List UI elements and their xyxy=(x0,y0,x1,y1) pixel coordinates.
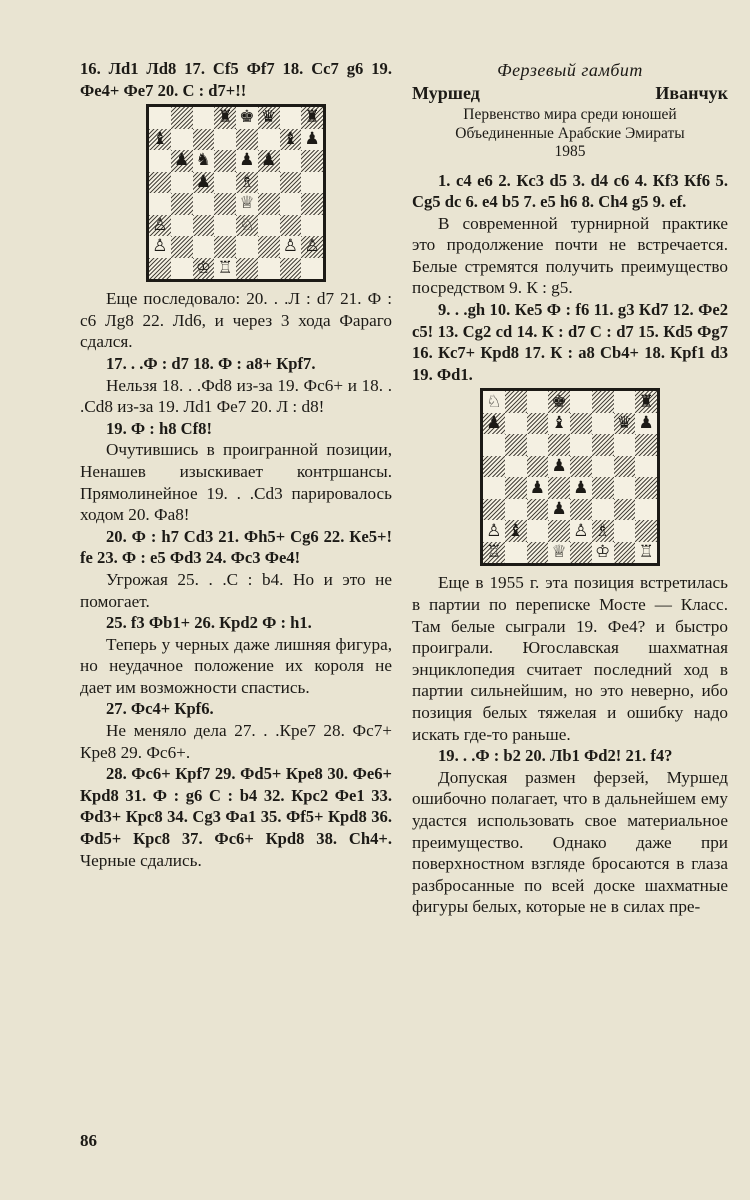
board-square xyxy=(570,456,592,478)
board-square xyxy=(214,215,236,237)
event-year: 1985 xyxy=(554,143,586,160)
board-square xyxy=(505,542,527,564)
board-square xyxy=(527,499,549,521)
board-square xyxy=(635,477,657,499)
board-square xyxy=(280,215,302,237)
board-square xyxy=(149,129,171,151)
board-square xyxy=(301,215,323,237)
board-square xyxy=(483,542,505,564)
board-square xyxy=(527,542,549,564)
chess-piece: ♙ xyxy=(152,214,168,235)
chess-piece: ♟ xyxy=(529,477,545,498)
black-resigns: Черные сдались. xyxy=(80,850,202,870)
board-square xyxy=(483,413,505,435)
board-square xyxy=(548,434,570,456)
board-square xyxy=(280,172,302,194)
board-square xyxy=(214,107,236,129)
board-square xyxy=(505,434,527,456)
board-square xyxy=(505,456,527,478)
moves-25-26: 25. f3 Фb1+ 26. Крd2 Ф : h1. xyxy=(106,613,312,633)
comment-6: Не меняло дела 27. . .Кре7 28. Фc7+ Кре8 29. Фc6+. xyxy=(80,721,392,762)
board-square xyxy=(614,477,636,499)
board-square xyxy=(301,107,323,129)
board-square xyxy=(171,129,193,151)
moves-28-38 xyxy=(80,763,392,871)
board-square xyxy=(214,129,236,151)
comment-r2: Еще в 1955 г. эта позиция встретилась в партии по переписке Мосте — Класс. Там белые сыграли 19. Фe4? и быстро проиграли. Югославская шахматная энциклопедия считает последний ход в партии сильнейшим, но это неверно, ибо позиция белых тяжелая и ошибку надо искать где-то раньше. xyxy=(412,573,728,744)
chess-piece: ♙ xyxy=(573,520,589,541)
board-square xyxy=(193,236,215,258)
board-square xyxy=(280,107,302,129)
board-square xyxy=(280,129,302,151)
board-square xyxy=(505,477,527,499)
board-square xyxy=(236,129,258,151)
chess-piece: ♟ xyxy=(261,150,277,171)
board-square xyxy=(527,520,549,542)
chess-piece: ♗ xyxy=(239,171,255,192)
board-square xyxy=(171,193,193,215)
board-square xyxy=(527,434,549,456)
board-square xyxy=(592,520,614,542)
moves-9-19: 9. . .gh 10. Кe5 Ф : f6 11. g3 Кd7 12. Фe2 c5! 13. Cg2 cd 14. К : d7 С : d7 15. Кd5 Фg7 16. Кc7+ Крd8 17. К : a8 Cb4+ 18. Крf1 d3 19. Фd1. xyxy=(412,300,728,384)
board-square xyxy=(236,172,258,194)
board-square xyxy=(483,477,505,499)
board-square xyxy=(301,150,323,172)
board-square xyxy=(570,413,592,435)
chess-piece: ♗ xyxy=(595,520,611,541)
board-square xyxy=(301,236,323,258)
chess-piece: ♔ xyxy=(195,257,211,278)
board-square xyxy=(635,434,657,456)
board-square xyxy=(592,499,614,521)
chess-piece: ♙ xyxy=(486,520,502,541)
board-square xyxy=(301,258,323,280)
moves-20-24: 20. Ф : h7 Cd3 21. Фh5+ Cg6 22. Кe5+! fe 23. Ф : e5 Фd3 24. Фc3 Фe4! xyxy=(80,526,392,568)
board-square xyxy=(236,215,258,237)
board-square xyxy=(505,413,527,435)
chess-piece: ♟ xyxy=(638,413,654,434)
board-square xyxy=(171,258,193,280)
board-square xyxy=(635,499,657,521)
board-square xyxy=(548,413,570,435)
board-square xyxy=(570,542,592,564)
board-square xyxy=(614,413,636,435)
board-square xyxy=(214,236,236,258)
move-27: 27. Фc4+ Крf6. xyxy=(106,699,214,719)
board-square xyxy=(193,107,215,129)
board-square xyxy=(258,258,280,280)
board-square xyxy=(171,107,193,129)
board-square xyxy=(149,236,171,258)
board-square xyxy=(614,456,636,478)
chess-piece: ♙ xyxy=(282,236,298,257)
white-player: Муршед xyxy=(412,83,480,103)
board-square xyxy=(236,193,258,215)
board-square xyxy=(483,391,505,413)
board-square xyxy=(171,236,193,258)
board-square xyxy=(483,520,505,542)
board-square xyxy=(614,520,636,542)
chess-piece: ♙ xyxy=(152,236,168,257)
board-square xyxy=(570,520,592,542)
board-square xyxy=(592,434,614,456)
board-square xyxy=(548,542,570,564)
board-square xyxy=(214,193,236,215)
board-square xyxy=(505,520,527,542)
event-name: Первенство мира среди юношей xyxy=(463,106,677,123)
board-square xyxy=(505,391,527,413)
chess-piece: ♞ xyxy=(195,150,211,171)
chess-piece: ♝ xyxy=(152,128,168,149)
chess-diagram-1 xyxy=(146,104,326,282)
chess-piece: ♖ xyxy=(638,542,654,563)
board-square xyxy=(236,236,258,258)
board-square xyxy=(193,193,215,215)
board-square xyxy=(280,193,302,215)
board-square xyxy=(258,107,280,129)
chess-piece: ♟ xyxy=(239,150,255,171)
board-square xyxy=(614,499,636,521)
right-column xyxy=(412,58,728,918)
page-number: 86 xyxy=(80,1131,97,1150)
diagram-2-wrap xyxy=(412,388,728,566)
board-square xyxy=(505,499,527,521)
chess-piece: ♟ xyxy=(573,477,589,498)
board-square xyxy=(171,150,193,172)
board-square xyxy=(214,258,236,280)
board-square xyxy=(236,150,258,172)
chess-piece: ♝ xyxy=(508,520,524,541)
black-player: Иванчук xyxy=(655,83,728,103)
board-square xyxy=(193,129,215,151)
board-square xyxy=(193,150,215,172)
board-square xyxy=(592,456,614,478)
chess-piece: ♕ xyxy=(239,193,255,214)
board-square xyxy=(635,520,657,542)
chess-piece: ♟ xyxy=(304,128,320,149)
board-square xyxy=(570,499,592,521)
opening-title: Ферзевый гамбит xyxy=(497,60,643,80)
chess-piece: ♛ xyxy=(261,107,277,128)
board-square xyxy=(548,499,570,521)
board-square xyxy=(258,129,280,151)
comment-r1: В современной турнирной практике это продолжение почти не встречается. Белые стремятся получить преимущество посредством 9. К : g5. xyxy=(412,213,728,298)
board-square xyxy=(635,413,657,435)
chess-piece: ♜ xyxy=(638,391,654,412)
board-square xyxy=(635,456,657,478)
board-square xyxy=(171,215,193,237)
chess-piece: ♝ xyxy=(551,413,567,434)
chess-piece: ♘ xyxy=(239,214,255,235)
board-square xyxy=(548,477,570,499)
comment-2: Нельзя 18. . .Фd8 из-за 19. Фc6+ и 18. . .Cd8 из-за 19. Лd1 Фe7 20. Л : d8! xyxy=(80,375,392,417)
board-square xyxy=(635,542,657,564)
board-square xyxy=(236,258,258,280)
board-square xyxy=(592,413,614,435)
board-square xyxy=(301,129,323,151)
chess-piece: ♚ xyxy=(551,391,567,412)
board-square xyxy=(548,456,570,478)
board-square xyxy=(483,434,505,456)
board-square xyxy=(193,258,215,280)
board-square xyxy=(527,477,549,499)
board-square xyxy=(193,172,215,194)
board-square xyxy=(149,215,171,237)
chess-piece: ♙ xyxy=(304,236,320,257)
board-square xyxy=(301,172,323,194)
move-19: 19. Ф : h8 Cf8! xyxy=(106,418,212,438)
board-square xyxy=(570,391,592,413)
board-square xyxy=(280,236,302,258)
chess-piece: ♜ xyxy=(217,107,233,128)
board-square xyxy=(570,434,592,456)
board-square xyxy=(258,215,280,237)
board-square xyxy=(171,172,193,194)
board-square xyxy=(193,215,215,237)
diagram-1-wrap xyxy=(80,104,392,282)
board-square xyxy=(592,477,614,499)
board-square xyxy=(149,193,171,215)
board-square xyxy=(614,542,636,564)
chess-piece: ♟ xyxy=(174,150,190,171)
chess-piece: ♟ xyxy=(486,413,502,434)
moves-17-18: 17. . .Ф : d7 18. Ф : a8+ Крf7. xyxy=(106,353,316,373)
board-square xyxy=(483,499,505,521)
board-square xyxy=(527,456,549,478)
left-column xyxy=(80,58,392,871)
board-square xyxy=(236,107,258,129)
board-square xyxy=(548,520,570,542)
chess-piece: ♕ xyxy=(551,542,567,563)
board-square xyxy=(614,391,636,413)
board-square xyxy=(214,172,236,194)
chess-piece: ♜ xyxy=(304,107,320,128)
chess-piece: ♚ xyxy=(239,107,255,128)
board-square xyxy=(149,172,171,194)
board-square xyxy=(280,258,302,280)
chess-piece: ♟ xyxy=(551,456,567,477)
comment-4: Угрожая 25. . .С : b4. Но и это не помогает. xyxy=(80,569,392,611)
moves-28-38-text: 28. Фc6+ Крf7 29. Фd5+ Кре8 30. Фe6+ Крd8 31. Ф : g6 С : b4 32. Крc2 Фe1 33. Фd3+ Крc8 34. Cg3 Фa1 35. Фf5+ Крd8 36. Фd5+ Крc8 37. Фc6+ Крd8 38. Ch4+. xyxy=(80,764,392,849)
chess-piece: ♔ xyxy=(595,542,611,563)
board-square xyxy=(614,434,636,456)
board-square xyxy=(592,542,614,564)
chess-piece: ♖ xyxy=(486,542,502,563)
board-square xyxy=(483,456,505,478)
chess-piece: ♟ xyxy=(195,171,211,192)
board-square xyxy=(635,391,657,413)
opening-moves: 1. c4 e6 2. Кc3 d5 3. d4 c6 4. Кf3 Кf6 5. Cg5 dc 6. e4 b5 7. e5 h6 8. Ch4 g5 9. ef. xyxy=(412,170,728,212)
comment-5: Теперь у черных даже лишняя фигура, но неудачное положение их короля не дает им возможности спастись. xyxy=(80,634,392,697)
board-square xyxy=(258,236,280,258)
board-square xyxy=(149,107,171,129)
players-line xyxy=(412,82,728,104)
comment-3: Очутившись в проигранной позиции, Ненашев изыскивает контршансы. Прямолинейное 19. . .Cd3 парировалось ходом 20. Фa8! xyxy=(80,440,392,525)
moves-19-21: 19. . .Ф : b2 20. Лb1 Фd2! 21. f4? xyxy=(438,746,673,766)
board-square xyxy=(527,413,549,435)
board-square xyxy=(214,150,236,172)
board-square xyxy=(149,258,171,280)
board-square xyxy=(258,150,280,172)
chess-piece: ♟ xyxy=(551,499,567,520)
chess-piece: ♖ xyxy=(217,257,233,278)
event-location: Объединенные Арабские Эмираты xyxy=(455,124,685,142)
comment-r3: Допуская размен ферзей, Муршед ошибочно полагает, что в дальнейшем ему удастся использовать свое материальное преимущество. Однако даже при поверхностном взгляде бросаются в глаза разбросанные по всей доске шахматные фигуры белых, которые не в силах пре- xyxy=(412,767,728,917)
board-square xyxy=(548,391,570,413)
board-square xyxy=(280,150,302,172)
board-square xyxy=(527,391,549,413)
chess-piece: ♘ xyxy=(486,391,502,412)
comment-1: Еще последовало: 20. . .Л : d7 21. Ф : c6 Лg8 22. Лd6, и через 3 хода Фараго сдался. xyxy=(80,289,392,352)
chess-diagram-2 xyxy=(480,388,660,566)
chess-piece: ♛ xyxy=(616,413,632,434)
board-square xyxy=(570,477,592,499)
board-square xyxy=(592,391,614,413)
board-square xyxy=(301,193,323,215)
board-square xyxy=(149,150,171,172)
board-square xyxy=(258,172,280,194)
chess-piece: ♝ xyxy=(282,128,298,149)
moves-16-20: 16. Лd1 Лd8 17. Cf5 Фf7 18. Cc7 g6 19. Фe4+ Фe7 20. С : d7+!! xyxy=(80,59,392,100)
board-square xyxy=(258,193,280,215)
